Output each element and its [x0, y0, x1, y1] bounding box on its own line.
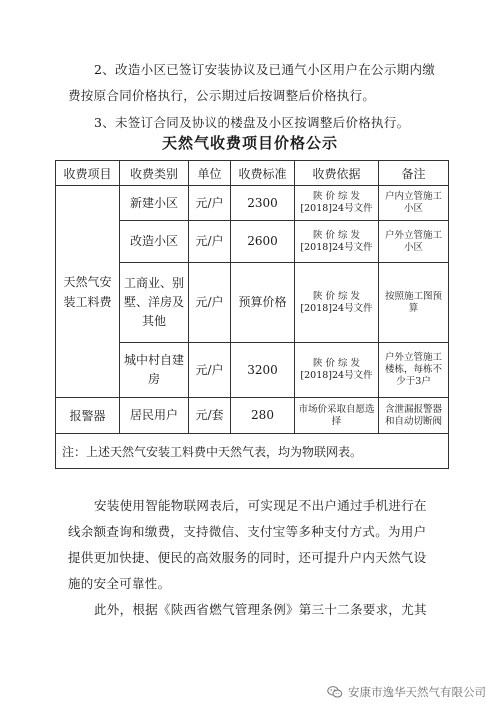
remark-cell: 户内立管施工小区 — [379, 186, 449, 221]
table-row — [56, 186, 449, 221]
header-remark: 备注 — [379, 161, 449, 186]
table-note: 注：上述天然气安装工料费中天然气表，均为物联网表。 — [56, 434, 449, 469]
basis-cell: 市场价采取自愿选择 — [295, 398, 379, 434]
remark-cell: 含泄漏报警器和自动切断阀 — [379, 398, 449, 434]
category-cell: 改造小区 — [120, 221, 189, 263]
header-category: 收费类别 — [120, 161, 189, 186]
unit-cell: 元/户 — [189, 263, 231, 343]
standard-cell: 预算价格 — [231, 263, 295, 343]
category-cell: 工商业、别墅、洋房及其他 — [120, 263, 189, 343]
unit-cell: 元/户 — [189, 186, 231, 221]
table-header-row — [56, 161, 449, 186]
basis-cell: 陕 价 综 发[2018]24号文件 — [295, 221, 379, 263]
remark-cell: 按照施工图预算 — [379, 263, 449, 343]
basis-cell: 陕 价 综 发[2018]24号文件 — [295, 186, 379, 221]
standard-cell: 2300 — [231, 186, 295, 221]
category-cell: 新建小区 — [120, 186, 189, 221]
basis-cell: 陕 价 综 发[2018]24号文件 — [295, 343, 379, 398]
price-table — [55, 160, 449, 469]
category-cell: 居民用户 — [120, 398, 189, 434]
header-item: 收费项目 — [56, 161, 120, 186]
alarm-item-cell: 报警器 — [56, 398, 120, 434]
unit-cell: 元/套 — [189, 398, 231, 434]
paragraph-regulation: 此外，根据《陕西省燃气管理条例》第三十二条要求，尤其 — [94, 602, 427, 617]
standard-cell: 280 — [231, 398, 295, 434]
watermark — [327, 684, 486, 700]
unit-cell: 元/户 — [189, 221, 231, 263]
table-row-alarm — [56, 398, 449, 434]
standard-cell: 2600 — [231, 221, 295, 263]
table-note-row — [56, 434, 449, 469]
standard-cell: 3200 — [231, 343, 295, 398]
table-title: 天然气收费项目价格公示 — [161, 134, 338, 152]
watermark-text: 安康市逸华天然气有限公司 — [348, 685, 486, 699]
paragraph-smart-meter: 安装使用智能物联网表后，可实现足不出户通过手机进行在线余额查询和缴费，支持微信、支付宝等多种支付方式。为用户提供更加快捷、便民的高效服务的同时，还可提升户内天然气设施的安全可靠性。 — [68, 498, 427, 591]
remark-cell: 户外立管施工小区 — [379, 221, 449, 263]
category-cell: 城中村自建房 — [120, 343, 189, 398]
header-standard: 收费标准 — [231, 161, 295, 186]
unit-cell: 元/户 — [189, 343, 231, 398]
header-basis: 收费依据 — [295, 161, 379, 186]
wechat-icon — [327, 685, 343, 699]
remark-cell: 户外立管施工楼栋，每栋不少于3户 — [379, 343, 449, 398]
basis-cell: 陕 价 综 发[2018]24号文件 — [295, 263, 379, 343]
paragraph-item-3: 3、未签订合同及协议的楼盘及小区按调整后价格执行。 — [94, 115, 410, 130]
paragraph-item-2: 2、改造小区已签订安装协议及已通气小区用户在公示期内缴费按原合同价格执行，公示期过后按调整后价格执行。 — [68, 62, 436, 103]
header-unit: 单位 — [189, 161, 231, 186]
group-install-cell: 天然气安装工料费 — [56, 186, 120, 398]
